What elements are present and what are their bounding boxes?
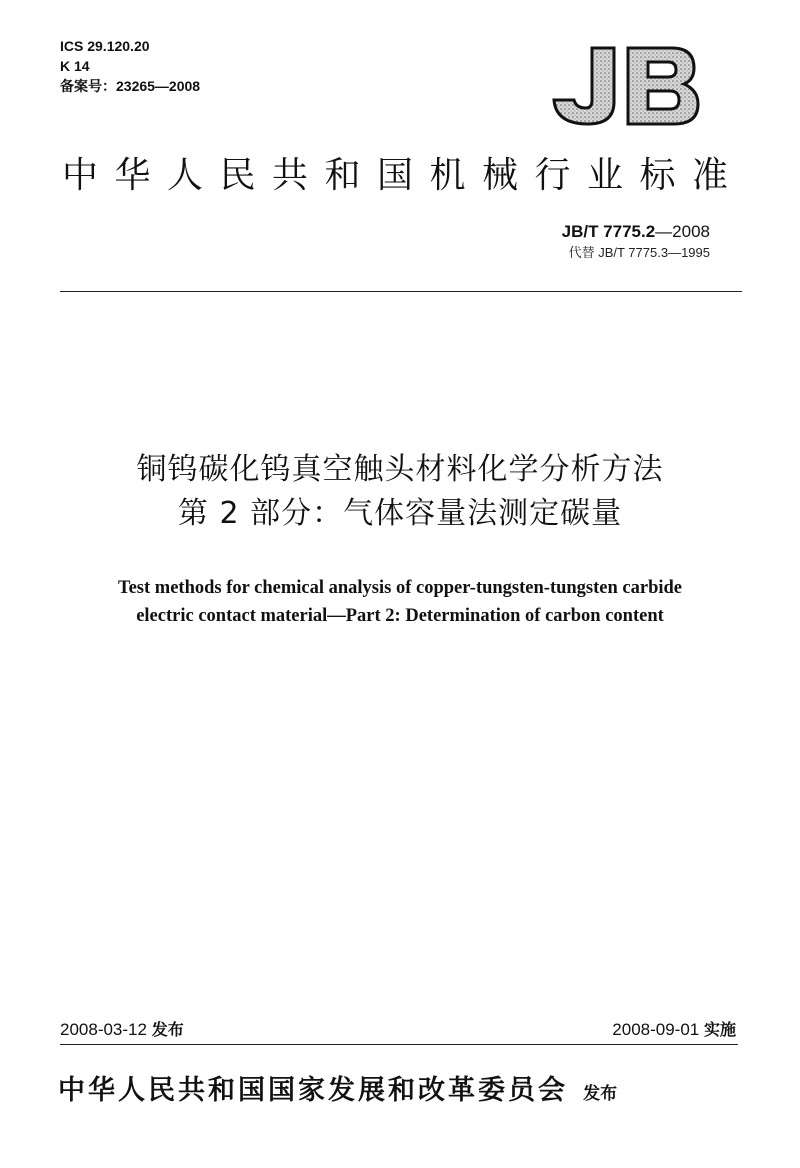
standard-number-block <box>562 220 710 262</box>
replaces-standard: 代替 JB/T 7775.3—1995 <box>568 245 710 260</box>
english-title-line-2: electric contact material—Part 2: Determination of carbon content <box>136 606 664 626</box>
issue-date <box>60 1017 184 1040</box>
issue-date-label: 发布 <box>151 1020 184 1039</box>
effective-date <box>612 1017 736 1040</box>
ics-code: ICS 29.120.20 <box>60 38 150 54</box>
footer-divider <box>60 1044 738 1045</box>
effective-date-value: 2008-09-01 <box>612 1020 700 1039</box>
standard-code-main: JB/T 7775.2 <box>561 222 656 241</box>
standard-code <box>562 220 710 244</box>
english-title <box>0 574 800 630</box>
header-meta <box>60 36 200 96</box>
issuer-name: 中华人民共和国国家发展和改革委员会 <box>58 1075 568 1106</box>
jb-logo-icon <box>548 44 700 128</box>
effective-date-label: 实施 <box>703 1020 736 1039</box>
chinese-title-line-2: 第 2 部分：气体容量法测定碳量 <box>177 496 623 531</box>
chinese-title <box>0 448 800 536</box>
issue-date-value: 2008-03-12 <box>60 1020 147 1039</box>
classification-code: K 14 <box>60 58 90 74</box>
chinese-title-line-1: 铜钨碳化钨真空触头材料化学分析方法 <box>136 452 664 487</box>
issuing-authority <box>58 1068 617 1107</box>
english-title-line-1: Test methods for chemical analysis of copper-tungsten-tungsten carbide <box>117 578 683 598</box>
header-divider <box>60 291 742 292</box>
standard-code-year: —2008 <box>655 222 710 241</box>
filing-number: 备案号：23265—2008 <box>60 78 201 94</box>
organization-title: 中华人民共和国机械行业标准 <box>62 155 745 196</box>
issuer-publish-label: 发布 <box>583 1084 618 1104</box>
